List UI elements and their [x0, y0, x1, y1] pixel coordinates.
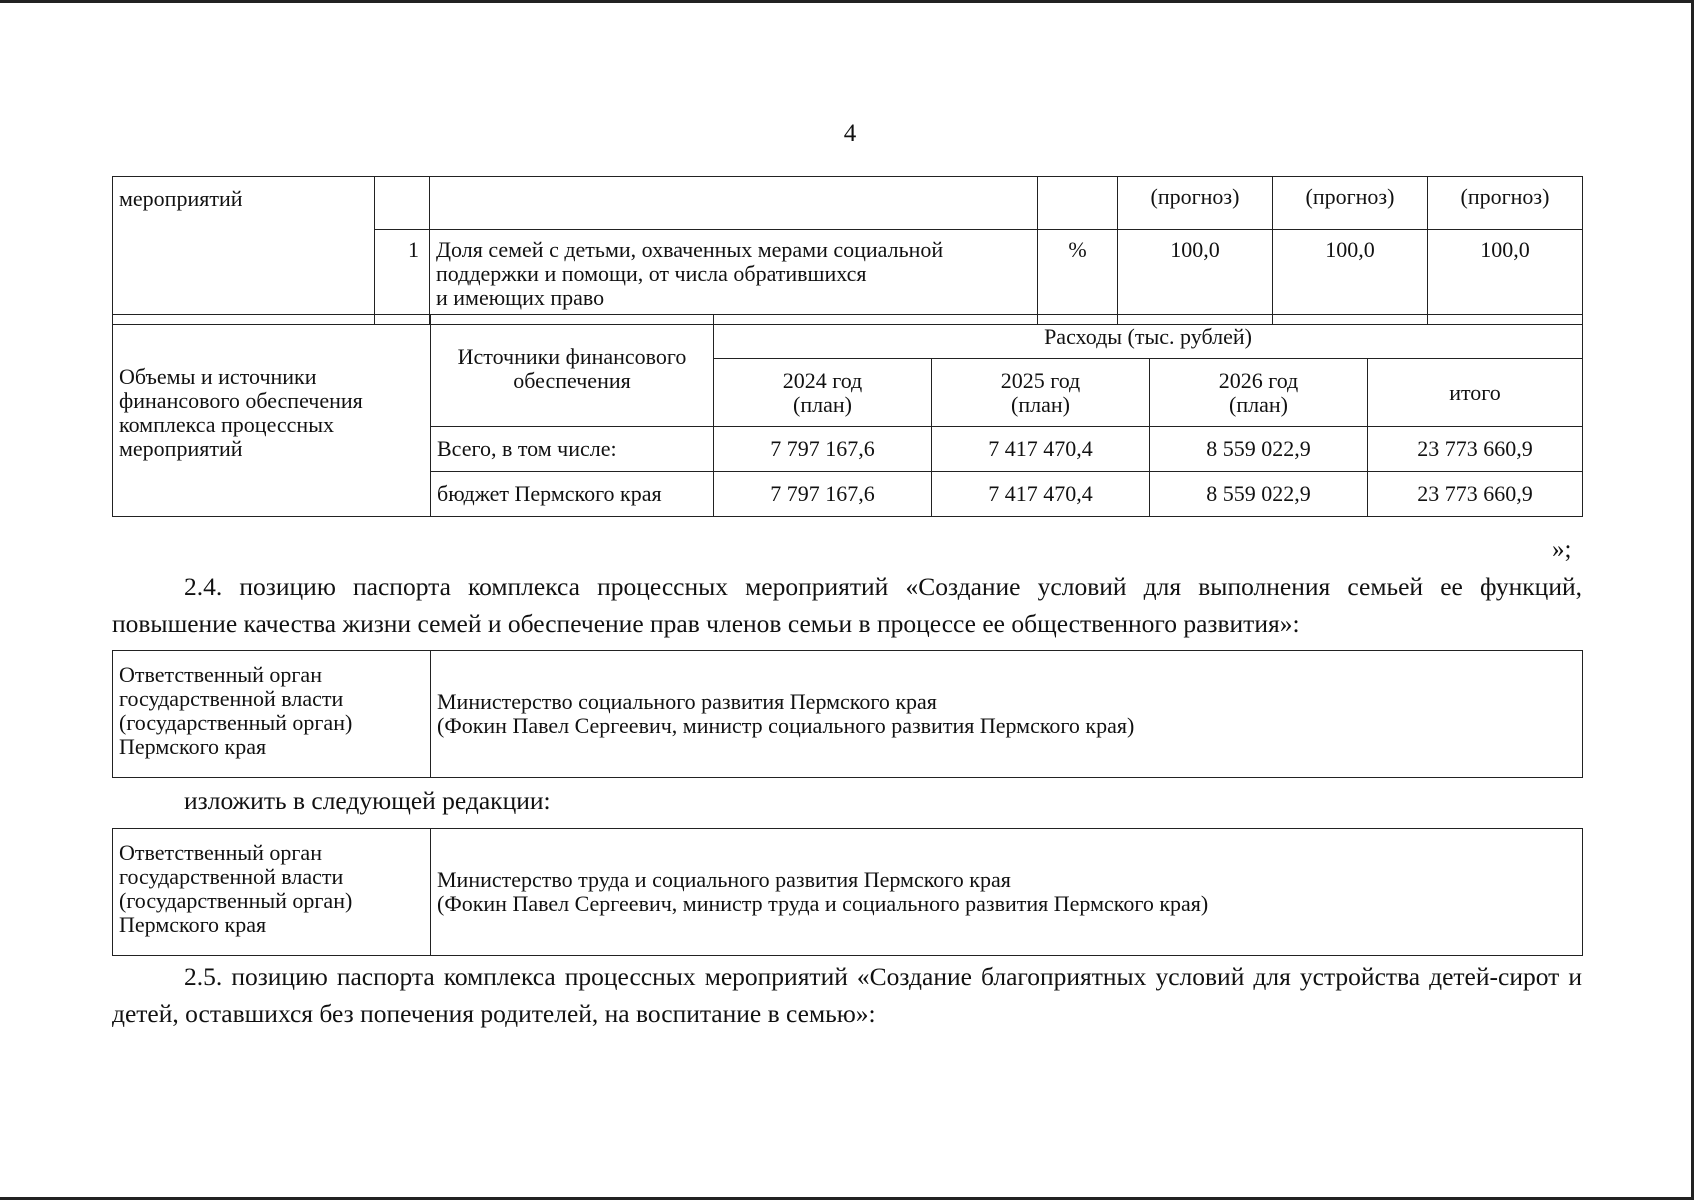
year-header-line: (план)	[793, 391, 852, 417]
indicator-unit: %	[1038, 230, 1118, 325]
responsible-value-line: (Фокин Павел Сергеевич, министр труда и социального развития Пермского края)	[437, 891, 1209, 916]
paragraph-2-5: 2.5. позицию паспорта комплекса процессных мероприятий «Создание благоприятных условий для устройства детей-сирот и детей, оставшихся без попечения родителей, на воспитание в семью»:	[112, 962, 1582, 1028]
source-name: бюджет Пермского края	[431, 472, 714, 517]
table-cell	[430, 177, 1038, 230]
table-row	[113, 829, 1583, 956]
indicator-name-line: Доля семей с детьми, охваченных мерами социальной	[436, 237, 944, 262]
amount-cell: 7 417 470,4	[932, 427, 1150, 472]
indicator-name	[430, 230, 1038, 325]
indicator-name-line: поддержки и помощи, от числа обратившихся	[436, 261, 867, 286]
indicator-value: 100,0	[1118, 230, 1273, 325]
amount-cell: 8 559 022,9	[1150, 472, 1368, 517]
indicator-value: 100,0	[1428, 230, 1583, 325]
table-row	[113, 177, 1583, 230]
year-header-line: 2025 год	[1000, 367, 1081, 393]
year-header	[932, 359, 1150, 427]
sources-header-line: Источники финансового	[457, 344, 687, 369]
table-cell	[375, 177, 430, 230]
financing-label-line: Объемы и источники	[119, 364, 317, 389]
source-name: Всего, в том числе:	[431, 427, 714, 472]
year-header-line: 2024 год	[782, 367, 863, 393]
amount-cell: 7 797 167,6	[714, 427, 932, 472]
year-header-line: (план)	[1011, 391, 1070, 417]
page-edge-top	[0, 0, 1694, 3]
restate-line: изложить в следующей редакции:	[184, 786, 551, 815]
financing-table	[112, 314, 1583, 517]
responsible-body-old-table	[112, 650, 1583, 778]
responsible-label-line: Пермского края	[119, 912, 267, 937]
page-number: 4	[843, 120, 857, 147]
responsible-label-line: государственной власти	[119, 686, 344, 711]
amount-cell: 8 559 022,9	[1150, 427, 1368, 472]
financing-label	[113, 315, 431, 517]
sources-header-line: обеспечения	[513, 368, 631, 393]
indicators-label: мероприятий	[113, 177, 375, 325]
responsible-label-line: Пермского края	[119, 734, 267, 759]
quote-close: »;	[1552, 536, 1572, 563]
paragraph-2-4: 2.4. позицию паспорта комплекса процессных мероприятий «Создание условий для выполнения семьей ее функций, повышение качества жизни семей и обеспечение прав членов семьи в процессе ее общественного развития»:	[112, 572, 1582, 638]
responsible-label	[113, 651, 431, 778]
table-cell	[1038, 177, 1118, 230]
indicator-name-line: и имеющих право	[436, 285, 605, 310]
forecast-label: (прогноз)	[1273, 177, 1428, 230]
financing-label-line: комплекса процессных	[119, 412, 334, 437]
responsible-body-new-table	[112, 828, 1583, 956]
responsible-value	[431, 651, 1583, 778]
responsible-value-line: (Фокин Павел Сергеевич, министр социального развития Пермского края)	[437, 713, 1135, 738]
responsible-label-line: (государственный орган)	[119, 710, 353, 735]
forecast-label: (прогноз)	[1428, 177, 1583, 230]
responsible-value	[431, 829, 1583, 956]
total-header: итого	[1368, 359, 1583, 427]
amount-cell: 7 797 167,6	[714, 472, 932, 517]
responsible-label	[113, 829, 431, 956]
year-header	[714, 359, 932, 427]
responsible-value-line: Министерство труда и социального развития Пермского края	[437, 867, 1011, 892]
responsible-value-line: Министерство социального развития Пермского края	[437, 689, 937, 714]
row-number: 1	[375, 230, 430, 325]
responsible-label-line: Ответственный орган	[119, 840, 322, 865]
amount-cell: 23 773 660,9	[1368, 472, 1583, 517]
table-row	[113, 651, 1583, 778]
responsible-label-line: государственной власти	[119, 864, 344, 889]
year-header-line: (план)	[1229, 391, 1288, 417]
financing-label-line: финансового обеспечения	[119, 388, 363, 413]
forecast-label: (прогноз)	[1118, 177, 1273, 230]
indicators-table	[112, 176, 1583, 325]
responsible-label-line: (государственный орган)	[119, 888, 353, 913]
sources-header	[431, 315, 714, 427]
year-header	[1150, 359, 1368, 427]
table-row	[113, 315, 1583, 359]
indicator-value: 100,0	[1273, 230, 1428, 325]
responsible-label-line: Ответственный орган	[119, 662, 322, 687]
amount-cell: 23 773 660,9	[1368, 427, 1583, 472]
financing-label-line: мероприятий	[119, 436, 243, 461]
amount-cell: 7 417 470,4	[932, 472, 1150, 517]
expenses-header: Расходы (тыс. рублей)	[714, 315, 1583, 359]
year-header-line: 2026 год	[1218, 367, 1299, 393]
